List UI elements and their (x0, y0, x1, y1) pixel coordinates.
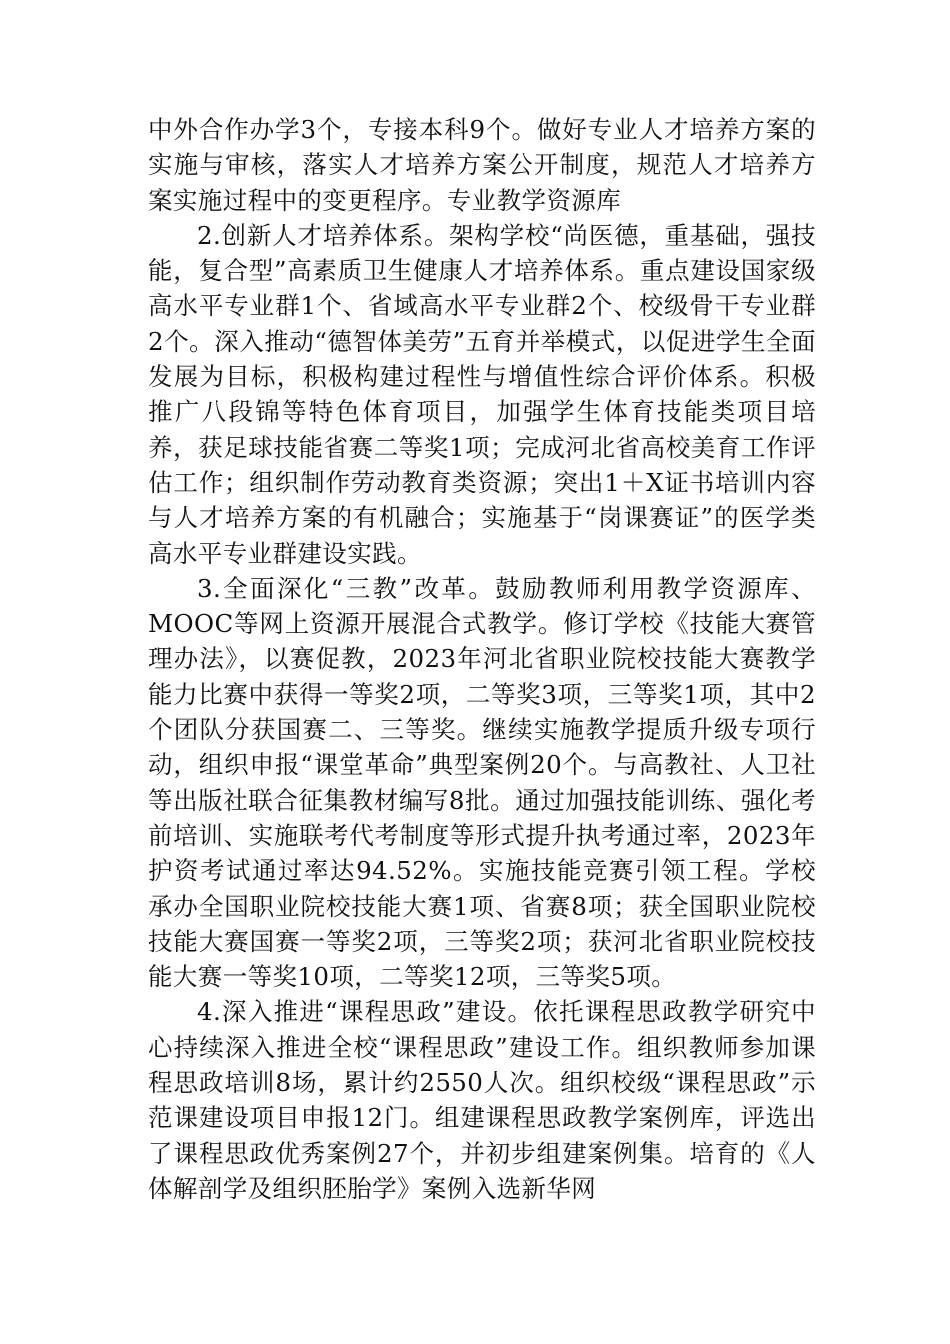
paragraph-curriculum-ideology: 4.深入推进“课程思政”建设。依托课程思政教学研究中心持续深入推进全校“课程思政”建设工作。组织教师参加课程思政培训8场，累计约2550人次。组织校级“课程思政”示范课建设项目申报12门。组建课程思政教学案例库，评选出了课程思政优秀案例27个，并初步组建案例集。培育的《人体解剖学及组织胚胎学》案例入选新华网 (148, 997, 816, 1203)
document-page (148, 112, 816, 1206)
paragraph-innovation-training-system: 2.创新人才培养体系。架构学校“尚医德，重基础，强技能，复合型”高素质卫生健康人才培养体系。重点建设国家级高水平专业群1个、省域高水平专业群2个、校级骨干专业群2个。深入推动“德智体美劳”五育并举模式，以促进学生全面发展为目标，积极构建过程性与增值性综合评价体系。积极推广八段锦等特色体育项目，加强学生体育技能类项目培养，获足球技能省赛二等奖1项；完成河北省高校美育工作评估工作；组织制作劳动教育类资源；突出1＋X证书培训内容与人才培养方案的有机融合；实施基于“岗课赛证”的医学类高水平专业群建设实践。 (148, 220, 816, 568)
paragraph-three-teaching-reform: 3.全面深化“三教”改革。鼓励教师利用教学资源库、MOOC等网上资源开展混合式教学。修订学校《技能大赛管理办法》，以赛促教，2023年河北省职业院校技能大赛教学能力比赛中获得一等奖2项，二等奖3项，三等奖1项，其中2个团队分获国赛二、三等奖。继续实施教学提质升级专项行动，组织申报“课堂革命”典型案例20个。与高教社、人卫社等出版社联合征集教材编写8批。通过加强技能训练、强化考前培训、实施联考代考制度等形式提升执考通过率，2023年护资考试通过率达94.52%。实施技能竞赛引领工程。学校承办全国职业院校技能大赛1项、省赛8项；获全国职业院校技能大赛国赛一等奖2项，三等奖2项；获河北省职业院校技能大赛一等奖10项，二等奖12项，三等奖5项。 (148, 573, 816, 992)
paragraph-continuation: 中外合作办学3个，专接本科9个。做好专业人才培养方案的实施与审核，落实人才培养方案公开制度，规范人才培养方案实施过程中的变更程序。专业教学资源库 (148, 115, 816, 215)
